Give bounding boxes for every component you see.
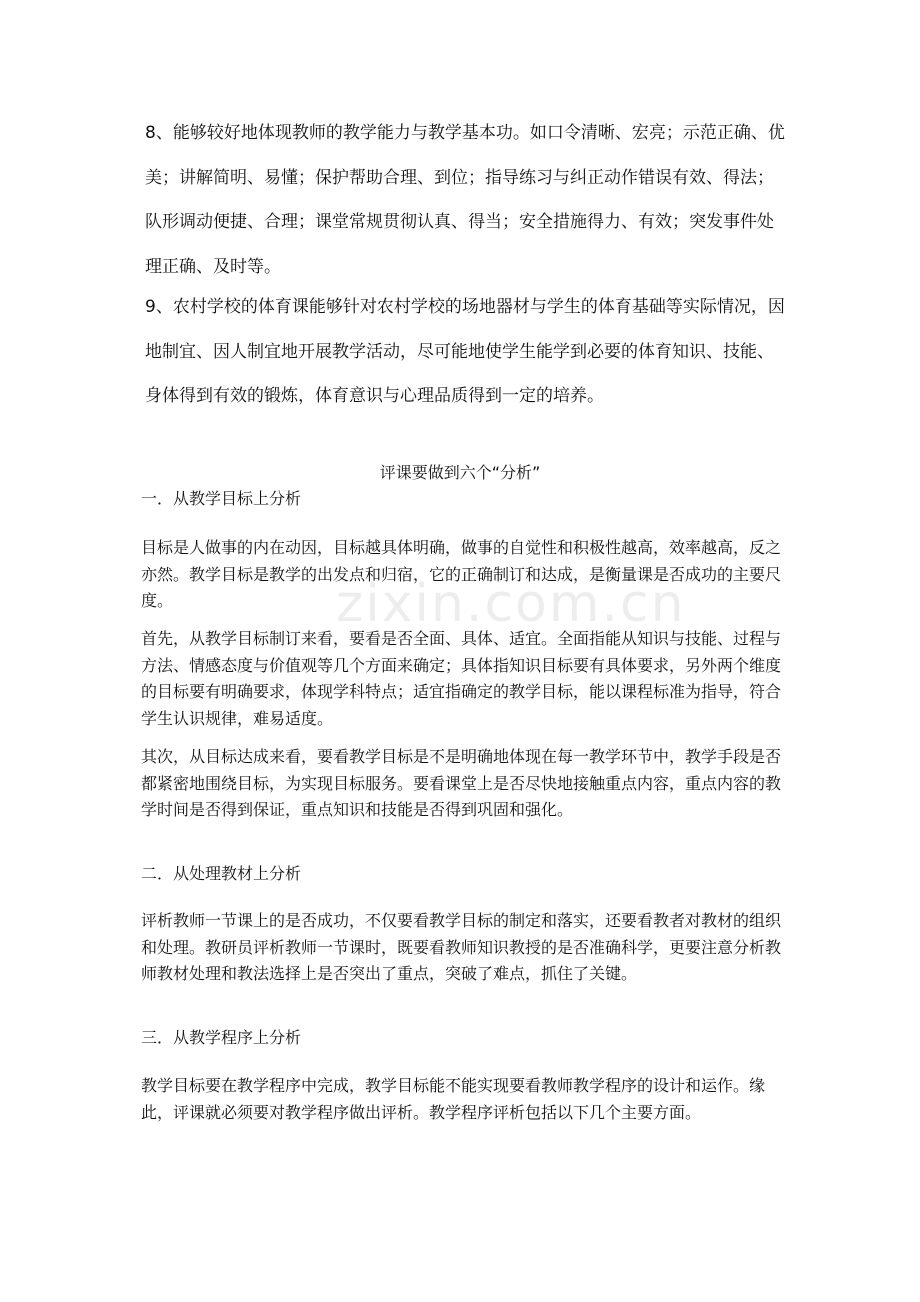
paragraph-textbook-handling: 评析教师一节课上的是否成功，不仅要看教学目标的制定和落实，还要看教者对教材的组织和处理。教研员评析教师一节课时，既要看教师知识教授的是否准确科学，更要注意分析教师教材处理和教法选择上是否突出了重点，突破了难点，抓住了关键。 <box>141 911 782 983</box>
paragraph-teaching-procedure: 教学目标要在教学程序中完成，教学目标能不能实现要看教师教学程序的设计和运作。缘此，评课就必须要对教学程序做出评析。教学程序评析包括以下几个主要方面。 <box>141 1076 766 1122</box>
paragraph-item-9: 9、农村学校的体育课能够针对农村学校的场地器材与学生的体育基础等实际情况，因地制宜、因人制宜地开展教学活动，尽可能地使学生能学到必要的体育知识、技能、身体得到有效的锻炼，体育意识与心理品质得到一定的培养。 <box>145 297 785 406</box>
paragraph-goals-setting: 首先，从教学目标制订来看，要看是否全面、具体、适宜。全面指能从知识与技能、过程与方法、情感态度与价值观等几个方面来确定；具体指知识目标要有具体要求，另外两个维度的目标要有明确要求，体现学科特点；适宜指确定的教学目标，能以课程标准为指导，符合学生认识规律，难易适度。 <box>141 629 782 728</box>
paragraph-goals-achievement: 其次，从目标达成来看，要看教学目标是不是明确地体现在每一教学环节中，教学手段是否都紧密地围绕目标，为实现目标服务。要看课堂上是否尽快地接触重点内容，重点内容的教学时间是否得到保证，重点知识和技能是否得到巩固和强化。 <box>141 747 782 819</box>
paragraph-item-8: 8、能够较好地体现教师的教学能力与教学基本功。如口令清晰、宏亮；示范正确、优美；讲解简明、易懂；保护帮助合理、到位；指导练习与纠正动作错误有效、得法；队形调动便捷、合理；课堂常规贯彻认真、得当；安全措施得力、有效；突发事件处理正确、及时等。 <box>145 123 785 277</box>
watermark: zixin.com.cn <box>336 574 686 634</box>
paragraph-goals-intro: 目标是人做事的内在动因，目标越具体明确，做事的自觉性和积极性越高，效率越高，反之亦然。教学目标是教学的出发点和归宿，它的正确制订和达成，是衡量课是否成功的主要尺度。 <box>141 538 782 610</box>
heading-teaching-goals: 一．从教学目标上分析 <box>141 489 302 508</box>
heading-textbook-handling: 二．从处理教材上分析 <box>141 864 302 883</box>
heading-teaching-procedure: 三．从教学程序上分析 <box>141 1028 302 1047</box>
section-title: 评课要做到六个“分析” <box>379 463 541 482</box>
